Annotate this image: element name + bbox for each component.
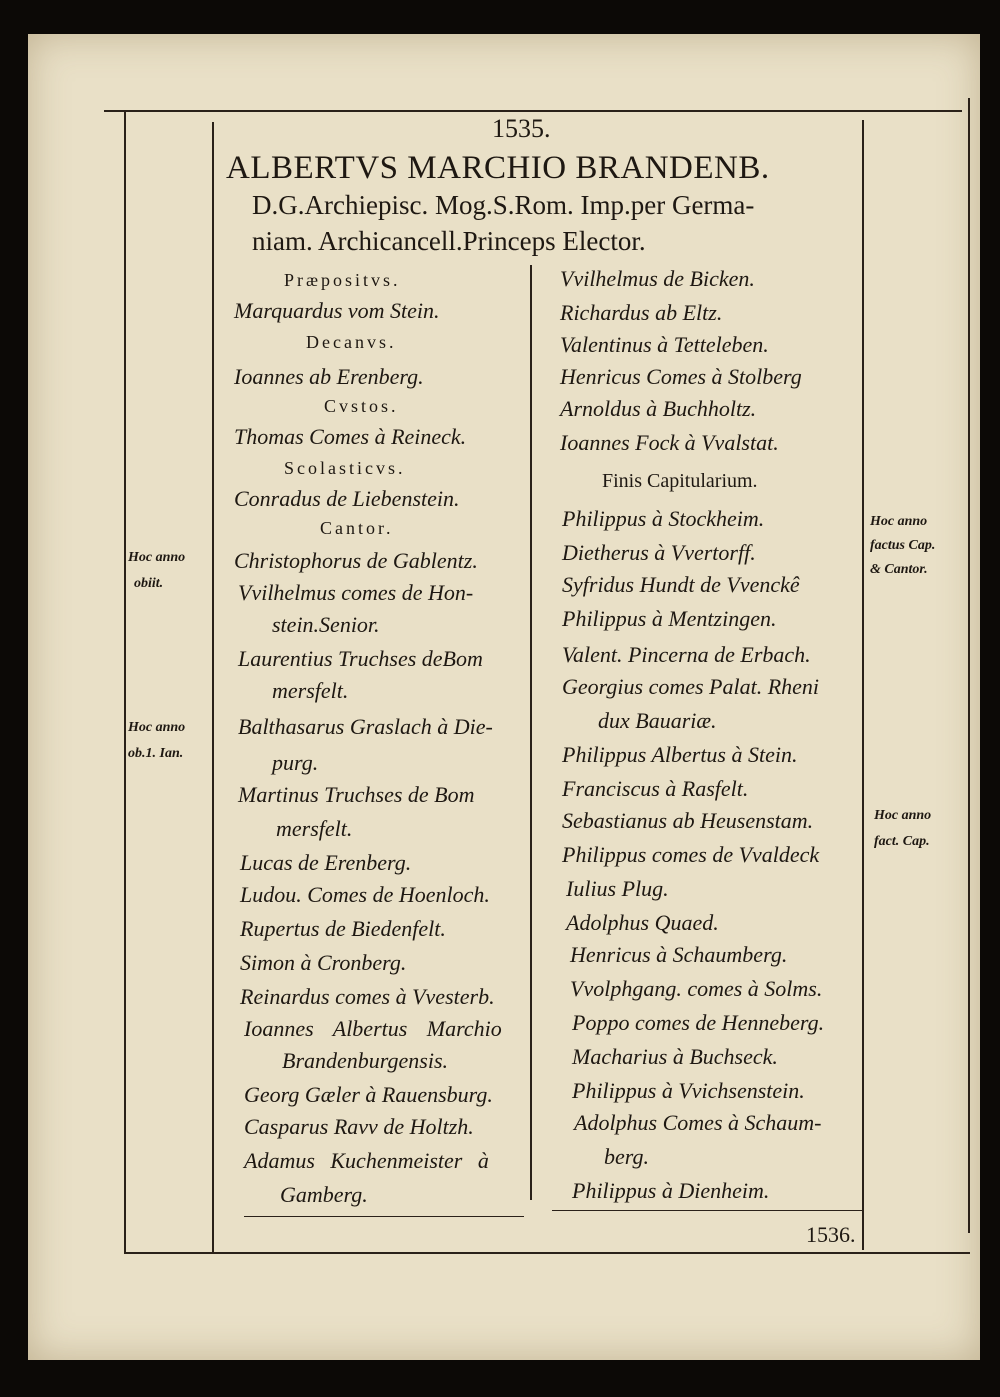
list-item: Christophorus de Gablentz.: [234, 548, 478, 573]
list-item: Valentinus à Tetteleben.: [560, 332, 769, 357]
margin-note: ob.1. Ian.: [128, 746, 184, 761]
list-item: Præpositvs.: [284, 270, 401, 290]
list-item: Iulius Plug.: [566, 876, 669, 901]
margin-note: factus Cap.: [870, 538, 936, 553]
list-item: Scolasticvs.: [284, 458, 406, 478]
list-item: Adolphus Quaed.: [566, 910, 719, 935]
margin-note: Hoc anno: [128, 550, 186, 565]
right-column-end-rule: [552, 1210, 862, 1211]
year-bottom: 1536.: [806, 1222, 856, 1247]
list-item: Vvolphgang. comes à Solms.: [570, 976, 823, 1001]
list-item: Franciscus à Rasfelt.: [562, 776, 749, 801]
list-item: Poppo comes de Henneberg.: [572, 1010, 825, 1035]
bottom-rule: [124, 1252, 970, 1254]
list-item: Henricus à Schaumberg.: [570, 942, 788, 967]
left-column-end-rule: [244, 1216, 524, 1217]
list-item: Dietherus à Vvertorff.: [562, 540, 756, 565]
list-item: Adolphus Comes à Schaum-: [574, 1110, 822, 1135]
list-item: Cantor.: [320, 518, 394, 538]
inner-right-rule: [862, 120, 864, 1250]
list-item: Reinardus comes à Vvesterb.: [240, 984, 495, 1009]
list-item: Ludou. Comes de Hoenloch.: [240, 882, 490, 907]
margin-note: fact. Cap.: [874, 834, 930, 849]
list-item: Simon à Cronberg.: [240, 950, 407, 975]
margin-note: obiit.: [134, 576, 164, 591]
list-item: Lucas de Erenberg.: [240, 850, 412, 875]
list-item: Arnoldus à Buchholtz.: [560, 396, 757, 421]
list-item: dux Bauariæ.: [598, 708, 717, 733]
list-item: Martinus Truchses de Bom: [238, 782, 475, 807]
list-item: Brandenburgensis.: [282, 1048, 449, 1073]
list-item: Marquardus vom Stein.: [234, 298, 440, 323]
list-item: mersfelt.: [272, 678, 349, 703]
list-item: Philippus à Dienheim.: [572, 1178, 770, 1203]
margin-note: & Cantor.: [870, 562, 928, 577]
list-item: Philippus comes de Vvaldeck: [562, 842, 820, 867]
list-item: Ioannes ab Erenberg.: [234, 364, 424, 389]
outer-left-rule: [124, 112, 126, 1252]
list-item: Philippus à Stockheim.: [562, 506, 765, 531]
margin-note: Hoc anno: [128, 720, 186, 735]
list-item: Henricus Comes à Stolberg: [560, 364, 802, 389]
list-item: Gamberg.: [280, 1182, 368, 1207]
list-item: Adamus Kuchenmeister à: [244, 1148, 489, 1173]
column-divider: [530, 265, 532, 1200]
margin-note: Hoc anno: [874, 808, 932, 823]
list-item: Georg Gæler à Rauensburg.: [244, 1082, 493, 1107]
outer-right-rule: [968, 98, 970, 1233]
title-line-1: ALBERTVS MARCHIO BRANDENB.: [226, 150, 770, 186]
margin-note: Hoc anno: [870, 514, 928, 529]
top-rule: [104, 110, 962, 112]
list-item: Cvstos.: [324, 396, 399, 416]
list-item: Philippus à Vvichsenstein.: [572, 1078, 805, 1103]
list-item: Vvilhelmus comes de Hon-: [238, 580, 474, 605]
list-item: Ioannes Fock à Vvalstat.: [560, 430, 779, 455]
list-item: Sebastianus ab Heusenstam.: [562, 808, 814, 833]
list-item: Rupertus de Biedenfelt.: [240, 916, 446, 941]
list-item: Laurentius Truchses deBom: [238, 646, 483, 671]
list-item: Richardus ab Eltz.: [560, 300, 723, 325]
inner-left-rule: [212, 122, 214, 1252]
list-item: purg.: [272, 750, 319, 775]
list-item: Philippus Albertus à Stein.: [562, 742, 798, 767]
list-item: Decanvs.: [306, 332, 397, 352]
list-item: Vvilhelmus de Bicken.: [560, 266, 755, 291]
list-item: Macharius à Buchseck.: [572, 1044, 778, 1069]
list-item: Georgius comes Palat. Rheni: [562, 674, 820, 699]
list-item: stein.Senior.: [272, 612, 380, 637]
list-item: berg.: [604, 1144, 650, 1169]
list-item: mersfelt.: [276, 816, 353, 841]
list-item: Thomas Comes à Reineck.: [234, 424, 467, 449]
list-item: Casparus Ravv de Holtzh.: [244, 1114, 474, 1139]
list-item: Conradus de Liebenstein.: [234, 486, 460, 511]
list-item: Valent. Pincerna de Erbach.: [562, 642, 811, 667]
title-line-2: D.G.Archiepisc. Mog.S.Rom. Imp.per Germa-: [252, 190, 755, 220]
list-item: Philippus à Mentzingen.: [562, 606, 777, 631]
list-item: Ioannes Albertus Marchio: [244, 1016, 502, 1041]
list-item: Syfridus Hundt de Vvenckê: [562, 572, 800, 597]
title-line-3: niam. Archicancell.Princeps Elector.: [252, 226, 646, 256]
year-top: 1535.: [492, 114, 551, 143]
list-item: Balthasarus Graslach à Die-: [238, 714, 493, 739]
list-item: Finis Capitularium.: [602, 470, 758, 492]
